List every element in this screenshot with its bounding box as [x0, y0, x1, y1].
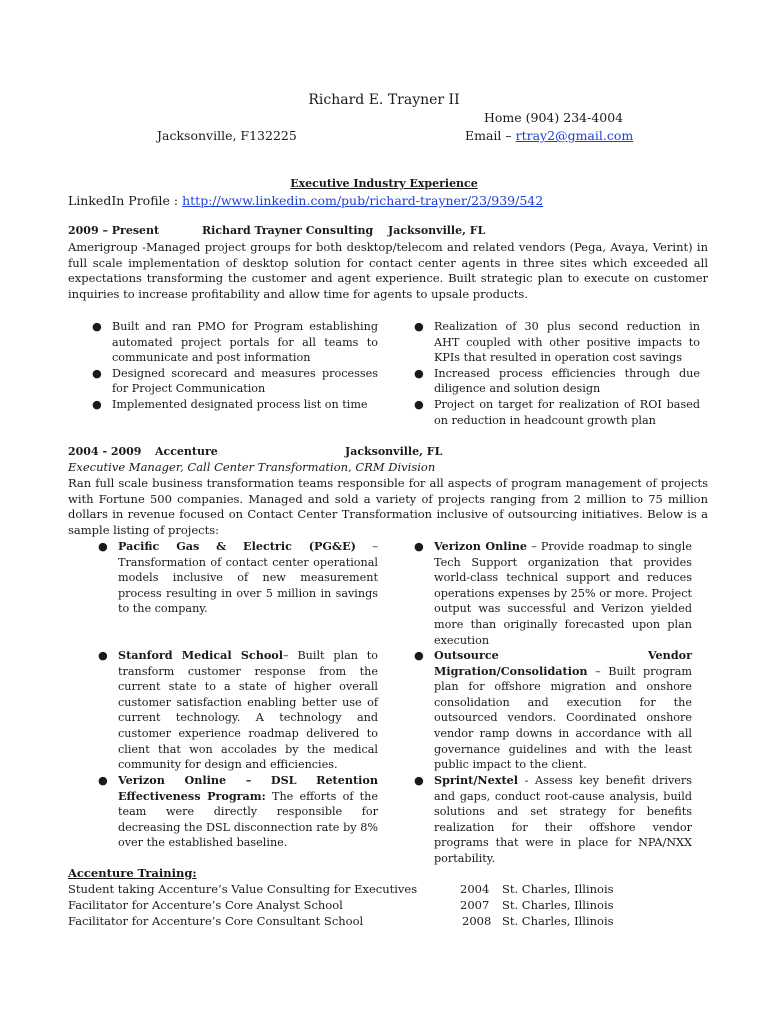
list-item: ● Designed scorecard and measures processes for Project Communication — [92, 366, 378, 396]
training-place: St. Charles, Illinois — [502, 898, 614, 912]
bullet-icon: ● — [414, 649, 424, 662]
bullet-icon: ● — [414, 366, 424, 380]
bullet-icon: ● — [98, 774, 108, 787]
job2-summary: Ran full scale business transformation teams responsible for all aspects of program management of projects with Fortune 500 companies. Managed and sold a variety of projects ranging from 2 million to 75 million dollars in revenue focused on Contact Center Transformation inclusive of outsourcing initiatives. Below is a sample listing of projects: — [68, 476, 708, 537]
list-item: ● Stanford Medical School– Built plan to transform customer response from the current state to a state of higher overall customer satisfaction enabling better use of current technology. A technology and customer experience roadmap delivered to client that won accolades by the medical community for design and efficiencies. — [98, 648, 379, 772]
job1-left-bullets — [88, 319, 378, 413]
list-item: ● Verizon Online – DSL Retention Effectiveness Program: The efforts of the team were directly responsible for decreasing the DSL disconnection rate by 8% over the established baseline. — [98, 773, 378, 850]
job2-left-bullet-2 — [94, 648, 378, 773]
job1-summary: Amerigroup -Managed project groups for both desktop/telecom and related vendors (Pega, Avaya, Verint) in full scale implementation of desktop solution for contact center agents in three sites which exceeded all expectations transforming the customer and agent experience. Built strategic plan to execute on customer inquiries to increase profitability and allow time for agents to upsale products. — [68, 240, 708, 301]
list-item: ● Realization of 30 plus second reduction in AHT coupled with other positive impacts to KPIs that resulted in operation cost savings — [414, 320, 700, 365]
list-item: ● Project on target for realization of ROI based on reduction in headcount growth plan — [414, 397, 700, 427]
email-label: Email – — [465, 128, 516, 143]
linkedin-line — [68, 193, 543, 208]
job2-location: Jacksonville, FL — [345, 445, 443, 458]
training-year: 2008 — [462, 914, 492, 928]
training-year: 2007 — [460, 898, 490, 912]
training-row — [68, 898, 708, 914]
training-course: Facilitator for Accenture’s Core Analyst School — [68, 898, 343, 912]
job1-right-bullets — [410, 319, 700, 428]
home-phone: Home (904) 234-4004 — [484, 110, 624, 125]
job2-dates: 2004 - 2009 — [68, 445, 142, 458]
email-link[interactable]: rtray2@gmail.com — [515, 128, 634, 143]
training-year: 2004 — [460, 882, 490, 896]
job1-company: Richard Trayner Consulting — [202, 224, 374, 237]
list-item: ● Outsource Vendor Migration/Consolidation – Built program plan for offshore migration and onshore consolidation and execution for the outsourced vendors. Coordinated onshore vendor ramp downs in accordance with all governance guidelines and with the least public impact to the client. — [414, 648, 692, 772]
list-item: ● Implemented designated process list on time — [92, 397, 368, 411]
job2-left-bullet-3 — [94, 773, 378, 851]
email-line — [465, 128, 633, 143]
job2-right-bullet-2 — [410, 648, 692, 773]
linkedin-label: LinkedIn Profile : — [68, 193, 183, 208]
bullet-icon: ● — [92, 320, 102, 333]
job2-right-bullet-3 — [410, 773, 692, 867]
experience-heading: Executive Industry Experience — [290, 177, 478, 190]
bullet-icon: ● — [98, 540, 108, 553]
bullet-icon: ● — [92, 366, 102, 380]
bullet-icon: ● — [414, 540, 424, 553]
training-course: Student taking Accenture’s Value Consulting for Executives — [68, 882, 418, 896]
training-heading: Accenture Training: — [68, 866, 197, 880]
training-place: St. Charles, Illinois — [502, 914, 614, 928]
job2-left-bullet-1 — [94, 539, 378, 617]
job2-right-bullet-1 — [410, 539, 692, 648]
list-item: ● Sprint/Nextel - Assess key benefit drivers and gaps, conduct root-cause analysis, build solutions and set strategy for benefits realization for their offshore vendor programs that were in place for NPA/NXX portability. — [414, 773, 692, 865]
list-item: ● Built and ran PMO for Program establishing automated project portals for all teams to communicate and post information — [92, 320, 378, 365]
job2-company: Accenture — [155, 445, 218, 458]
job2-title: Executive Manager, Call Center Transformation, CRM Division — [68, 460, 436, 474]
job1-location: Jacksonville, FL — [388, 224, 486, 237]
training-course: Facilitator for Accenture’s Core Consultant School — [68, 914, 364, 928]
training-place: St. Charles, Illinois — [502, 882, 614, 896]
bullet-icon: ● — [92, 397, 102, 411]
training-row — [68, 914, 708, 930]
bullet-icon: ● — [414, 774, 424, 787]
list-item: ● Verizon Online – Provide roadmap to single Tech Support organization that provides world-class technical support and reduces operations expenses by 25% or more. Project output was successful and Verizon yielded more than originally forecasted upon plan execution — [414, 539, 692, 647]
bullet-icon: ● — [414, 397, 424, 411]
city-address: Jacksonville, F132225 — [157, 128, 297, 143]
bullet-icon: ● — [98, 649, 108, 662]
linkedin-link[interactable]: http://www.linkedin.com/pub/richard-trayner/23/939/542 — [182, 193, 544, 208]
job1-dates: 2009 – Present — [68, 224, 160, 237]
bullet-icon: ● — [414, 320, 424, 333]
list-item: ● Increased process efficiencies through due diligence and solution design — [414, 366, 700, 396]
training-row — [68, 882, 708, 898]
list-item: ● Pacific Gas & Electric (PG&E) – Transformation of contact center operational models inclusive of new measurement process resulting in over 5 million in savings to the company. — [98, 539, 378, 616]
candidate-name: Richard E. Trayner II — [308, 92, 460, 108]
